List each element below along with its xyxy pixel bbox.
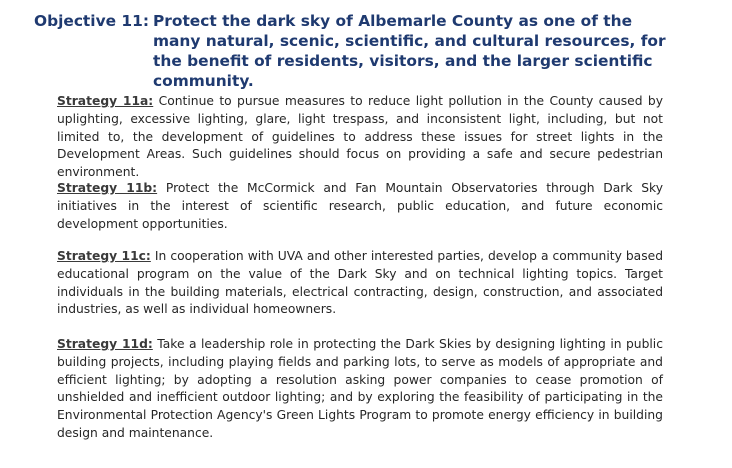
strategy-text: Protect the McCormick and Fan Mountain Observatories through Dark Sky initiatives in the interest of scientific research, public education, and future economic development opportunities. xyxy=(57,181,664,231)
strategy-11a xyxy=(57,93,663,182)
strategy-11b xyxy=(57,180,663,233)
strategy-label: Strategy 11d: xyxy=(57,337,153,351)
strategy-text: In cooperation with UVA and other interested parties, develop a community based educational program on the value of the Dark Sky and on technical lighting topics. Target individuals in the building materials, electrical contracting, design, construction, and associated industries, as well as individual homeowners. xyxy=(57,249,663,317)
strategy-label: Strategy 11a: xyxy=(57,94,154,108)
strategy-label: Strategy 11b: xyxy=(57,181,158,195)
strategy-text: Continue to pursue measures to reduce light pollution in the County caused by uplighting, excessive lighting, glare, light trespass, and inconsistent light, including, but not limited to, the development of guidelines to address these issues for street lights in the Development Areas. Such guidelines should focus on providing a safe and secure pedestrian environment. xyxy=(57,94,663,180)
strategy-11d xyxy=(57,336,663,443)
strategy-text: Take a leadership role in protecting the Dark Skies by designing lighting in public building projects, including playing fields and parking lots, to serve as models of appropriate and efficient lighting; by adopting a resolution asking power companies to cease promotion of unshielded and inefficient outdoor lighting; and by exploring the feasibility of participating in the Environmental Protection Agency's Green Lights Program to promote energy efficiency in building design and maintenance. xyxy=(57,337,663,440)
strategy-11c xyxy=(57,248,663,319)
objective-label: Objective 11: xyxy=(34,12,149,30)
objective-title: Protect the dark sky of Albemarle County as one of the many natural, scenic, scientific, and cultural resources, for the benefit of residents, visitors, and the larger scientific community. xyxy=(153,12,666,90)
strategy-label: Strategy 11c: xyxy=(57,249,151,263)
